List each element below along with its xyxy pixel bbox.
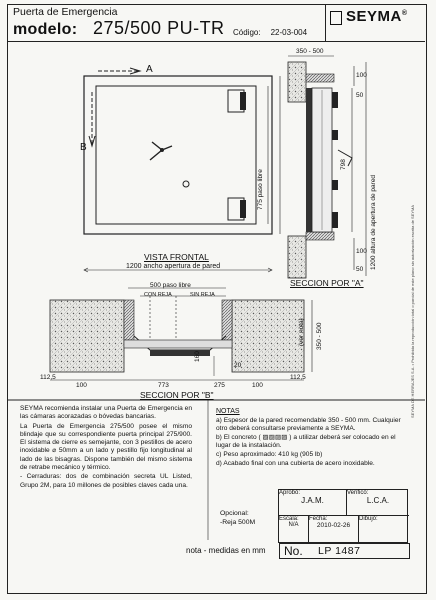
- section-a-dim-bottom-50: 50: [356, 266, 364, 273]
- dim-wall-opening-height: 1200 altura de apertura de pared: [370, 174, 377, 270]
- drawing-title: Puerta de Emergencia: [13, 6, 118, 18]
- verifico-label: Verificó:: [347, 490, 369, 496]
- dim-b-6: 112,5: [290, 374, 306, 381]
- code-value: 22-03-004: [270, 28, 308, 37]
- section-a-dim-bottom-100: 100: [356, 248, 367, 255]
- dim-free-height: 775 paso libre: [257, 169, 264, 210]
- model-value: 275/500 PU-TR: [93, 18, 225, 38]
- note-item: a) Espesor de la pared recomendable 350 - 500 mm. Cualquier otro deberá consultarse previamente a SEYMA.: [216, 416, 401, 433]
- verifico-cell: [347, 490, 409, 516]
- section-b-marker: B: [80, 142, 87, 153]
- optional-block: [220, 510, 255, 527]
- seyma-logo-icon: [330, 11, 342, 25]
- escala-value: N/A: [288, 522, 299, 528]
- section-b-dim-free-width: 500 paso libre: [150, 282, 191, 289]
- dibujo-label: Dibujó:: [359, 516, 378, 522]
- code-line: [233, 28, 307, 37]
- side-legal-text: SEYMA DE HERRAJES S.A. • Prohibida la reproducción total o parcial de este plano sin autorización escrita de SEYMA: [410, 204, 415, 418]
- dibujo-cell: [359, 516, 409, 542]
- section-a-dim-height: 798: [340, 159, 347, 170]
- section-a-dim-top-100: 100: [356, 72, 367, 79]
- escala-label: Escala:: [279, 516, 299, 522]
- fecha-label: Fecha:: [309, 516, 328, 522]
- section-b-dim-var: (ver nota): [298, 318, 305, 346]
- model-label: modelo:: [13, 21, 78, 38]
- fecha-value: 2010-02-26: [316, 522, 351, 529]
- note-item: b) El concreto ( ▨▨▨▨ ) a utilizar deberá ser colocado en el lugar de la instalación.: [216, 433, 396, 450]
- dim-b-0: 112,5: [40, 374, 56, 381]
- dim-b-5: 100: [252, 382, 263, 389]
- aprobo-label: Aprobó:: [279, 490, 301, 496]
- drawing-number-value: LP 1487: [318, 545, 361, 557]
- description-paragraph: SEYMA recomienda instalar una Puerta de Emergencia en las cámaras acorazadas o bóvedas bancarias.: [20, 405, 192, 421]
- drawing-number-box: [279, 543, 410, 559]
- brand-logo: [346, 8, 408, 25]
- description-paragraph: La Puerta de Emergencia 275/500 posee el mismo blindaje que su correspondiente puerta principal 275/900. El sistema de cierre es semejante, con 3 pestillos de acero inoxidable ⌀ 50mm a un lado y pestillo fijo longitudinal al lado de las bisagras. Dispone también del mismo sistema de retrabe mecánico y térmico.: [20, 422, 192, 472]
- verifico-value: L.C.A.: [366, 496, 390, 505]
- section-b-dim-wall: 350 - 500: [316, 322, 323, 350]
- aprobo-value: J.A.M.: [301, 496, 324, 505]
- drawing-number-label: No.: [284, 544, 303, 558]
- dim-wall-opening-width: 1200 ancho apertura de pared: [126, 263, 221, 270]
- description-paragraph: - Cerraduras: dos de combinación secreta UL Listed, Grupo 2M, para 10 millones de posibles claves cada una.: [20, 473, 192, 489]
- dim-b-1: 100: [76, 382, 87, 389]
- fecha-cell: [309, 516, 359, 542]
- aprobo-cell: [279, 490, 347, 516]
- front-view-title: VISTA FRONTAL: [144, 252, 209, 262]
- label-sin-reja: SIN REJA: [190, 292, 215, 298]
- brand-mark: ®: [401, 10, 408, 17]
- escala-cell: [279, 516, 309, 542]
- note-item: c) Peso aproximado: 410 kg (905 lb): [216, 450, 323, 458]
- brand-name: SEYMA: [346, 8, 402, 25]
- dim-b-2: 773: [158, 382, 169, 389]
- label-con-reja: CON REJA: [144, 292, 172, 298]
- approval-table: [278, 489, 408, 543]
- section-a-dim-top-50: 50: [356, 92, 364, 99]
- units-note: nota - medidas en mm: [186, 546, 266, 555]
- section-a-marker: A: [146, 64, 153, 75]
- notes-heading: NOTAS: [216, 408, 240, 415]
- description-notes: [20, 405, 192, 491]
- section-a-title: SECCION POR "A": [290, 278, 364, 288]
- notes-block: [216, 408, 406, 468]
- dim-b-3: 160: [194, 351, 201, 362]
- section-b-title: SECCION POR "B": [140, 390, 214, 400]
- dim-b-4: 275: [214, 382, 225, 389]
- optional-value: -Reja 500M: [220, 518, 256, 526]
- code-label: Código:: [233, 28, 261, 37]
- section-a-dim-wall: 350 - 500: [296, 48, 324, 55]
- optional-label: Opcional:: [220, 510, 249, 517]
- note-item: d) Acabado final con una cubierta de acero inoxidable.: [216, 459, 375, 467]
- dim-b-20: 20: [234, 362, 242, 369]
